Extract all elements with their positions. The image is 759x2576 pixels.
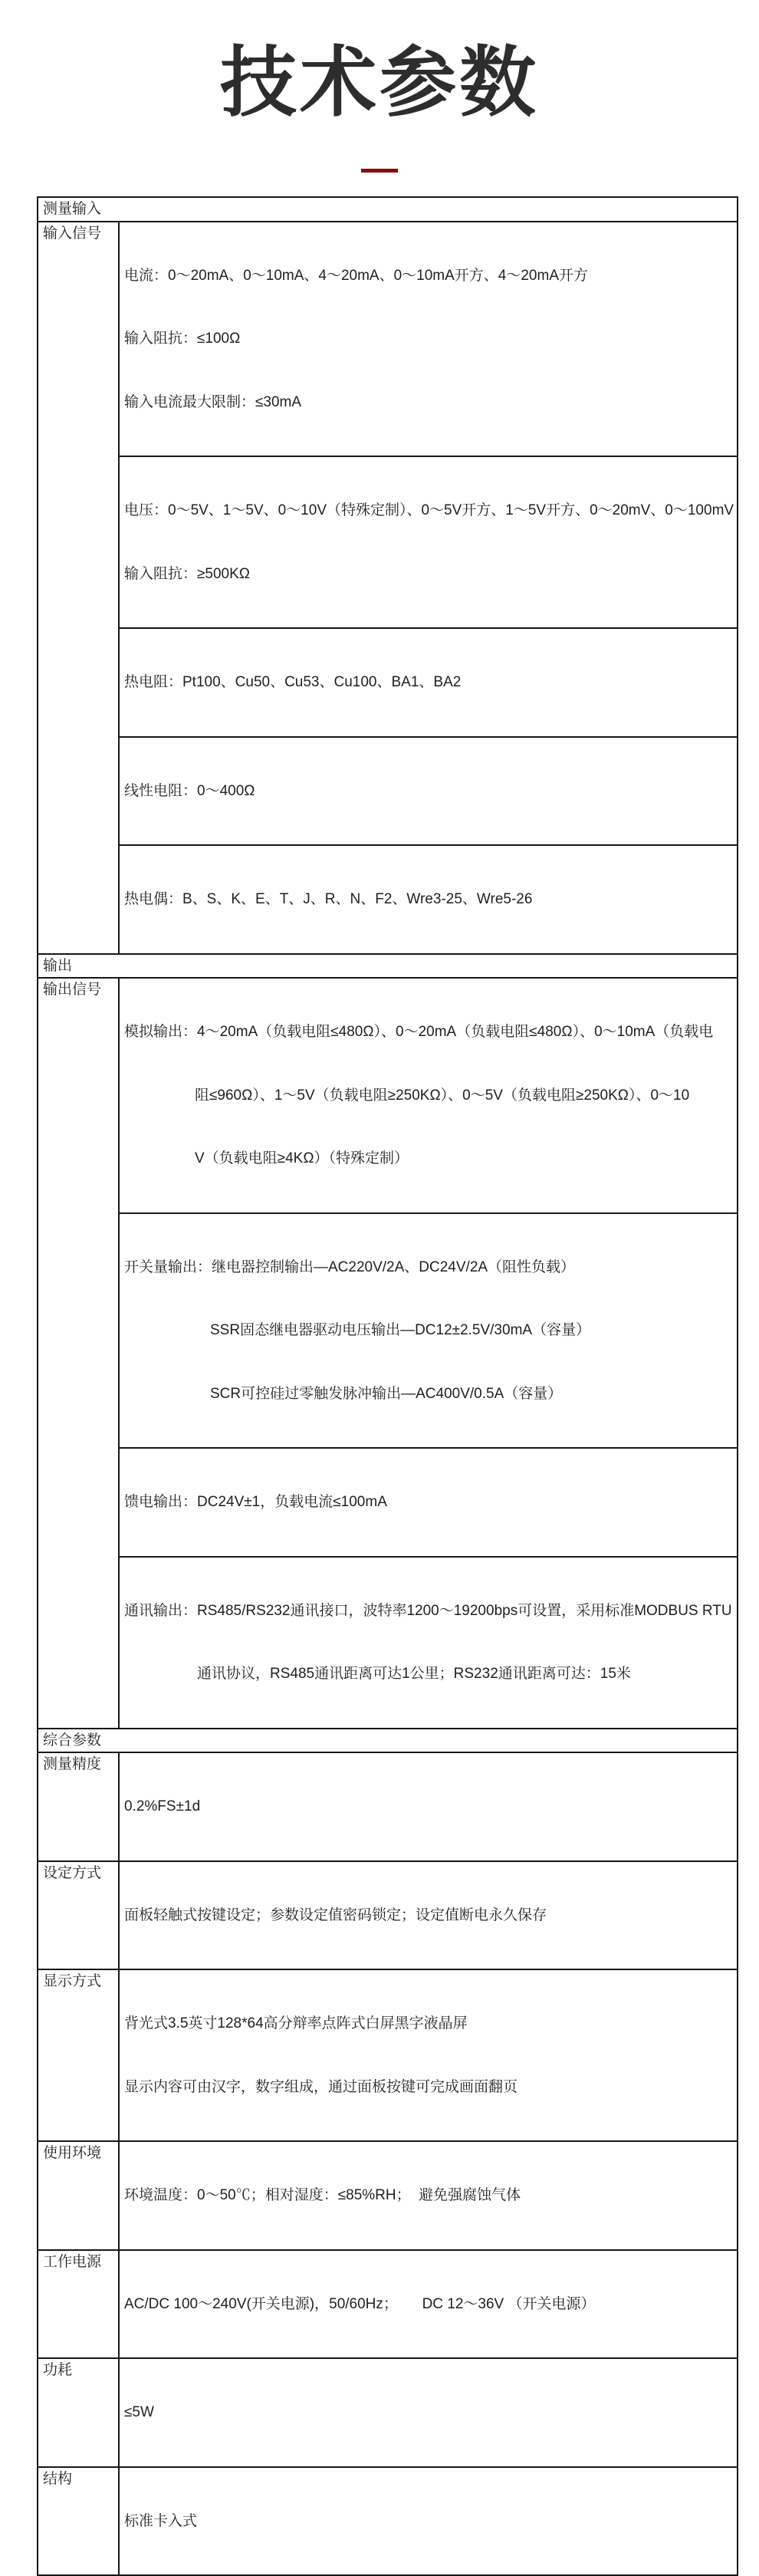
table-row-input-linear-resistance [38,737,738,846]
table-row-output-feed [38,1448,738,1557]
table-row-setting [38,1861,738,1970]
table-row-input-rtd [38,628,738,737]
spec-line: 通讯输出：RS485/RS232通讯接口，波特率1200～19200bps可设置，采用标准MODBUS RTU [124,1602,732,1619]
spec-line: 通讯协议，RS485通讯距离可达1公里；RS232通讯距离可达：15米 [197,1666,631,1682]
cell-input-current [119,222,738,457]
spec-line: AC/DC 100～240V(开关电源)，50/60Hz； DC 12～36V （开关电源） [124,2295,596,2312]
spec-line: 馈电输出：DC24V±1，负载电流≤100mA [124,1494,387,1510]
spec-line: SSR固态继电器驱动电压输出—DC12±2.5V/30mA（容量） [210,1322,591,1338]
spec-line: 输入阻抗：≥500KΩ [124,565,251,582]
table-row-output-analog [38,978,738,1213]
table-row-power-supply [38,2250,738,2359]
cell-input-voltage [119,456,738,628]
spec-line: SCR可控硅过零触发脉冲输出—AC400V/0.5A（容量） [210,1385,563,1402]
spec-line: 标准卡入式 [124,2512,198,2529]
table-row-power-consumption [38,2358,738,2467]
table-row-input-thermocouple [38,845,738,954]
cell-input-linear-resistance [119,737,738,846]
row-label-power-supply: 工作电源 [38,2250,119,2359]
spec-line: 输入电流最大限制：≤30mA [124,393,302,410]
spec-line: 热电偶：B、S、K、E、T、J、R、N、F2、Wre3-25、Wre5-26 [124,891,533,907]
row-label-setting: 设定方式 [38,1861,119,1970]
cell-output-feed [119,1448,738,1557]
row-label-structure: 结构 [38,2467,119,2576]
cell-power-supply [119,2250,738,2359]
section-row-output [38,954,738,979]
spec-line: ≤5W [124,2404,154,2420]
spec-line: 环境温度：0～50℃；相对湿度：≤85%RH； 避免强腐蚀气体 [124,2187,521,2203]
cell-accuracy [119,1752,738,1861]
spec-line: 电流：0～20mA、0～10mA、4～20mA、0～10mA开方、4～20mA开方 [124,267,589,284]
spec-line: 0.2%FS±1d [124,1798,201,1814]
spec-line: 背光式3.5英寸128*64高分辩率点阵式白屏黑字液晶屏 [124,2015,468,2032]
spec-line: 模拟输出：4～20mA（负载电阻≤480Ω）、0～20mA（负载电阻≤480Ω）、0～10mA（负载电 [124,1024,714,1040]
table-row-structure [38,2467,738,2576]
section-row-measure-input [38,197,738,222]
table-row-input-voltage [38,456,738,628]
cell-power-consumption [119,2358,738,2467]
spec-line: 线性电阻：0～400Ω [124,782,255,799]
spec-line: 阻≤960Ω）、1～5V（负载电阻≥250KΩ）、0～5V（负载电阻≥250KΩ）、0～10 [195,1087,690,1104]
spec-line: 电压：0～5V、1～5V、0～10V（特殊定制）、0～5V开方、1～5V开方、0～20mV、0～100mV [124,502,734,518]
spec-line: 面板轻触式按键设定；参数设定值密码锁定；设定值断电永久保存 [124,1907,547,1923]
row-label-power-consumption: 功耗 [38,2358,119,2467]
table-row-output-comm [38,1557,738,1729]
spec-line: 显示内容可由汉字，数字组成，通过面板按键可完成画面翻页 [124,2078,518,2095]
red-divider [361,169,398,173]
table-row-output-switch [38,1213,738,1449]
cell-input-rtd [119,628,738,737]
section-header-general: 综合参数 [38,1729,738,1753]
row-label-input-signal: 输入信号 [38,222,119,954]
table-row-environment [38,2141,738,2250]
cell-output-comm [119,1557,738,1729]
spec-line: 开关量输出：继电器控制输出—AC220V/2A、DC24V/2A（阻性负载） [124,1258,576,1275]
cell-display [119,1969,738,2141]
spec-line: 热电阻：Pt100、Cu50、Cu53、Cu100、BA1、BA2 [124,674,462,690]
row-label-display: 显示方式 [38,1969,119,2141]
cell-structure [119,2467,738,2576]
section-row-general [38,1729,738,1753]
table-row-input-current [38,222,738,457]
spec-line: 输入阻抗：≤100Ω [124,331,241,347]
row-label-environment: 使用环境 [38,2141,119,2250]
spec-line: V（负载电阻≥4KΩ）（特殊定制） [195,1150,409,1166]
page-title: 技术参数 [220,40,539,126]
section-header-measure-input: 测量输入 [38,197,738,222]
cell-environment [119,2141,738,2250]
table-row-accuracy [38,1752,738,1861]
cell-setting [119,1861,738,1970]
spec-table [37,196,738,2576]
cell-input-thermocouple [119,845,738,954]
row-label-output-signal: 输出信号 [38,978,119,1729]
cell-output-analog [119,978,738,1213]
cell-output-switch [119,1213,738,1449]
section-header-output: 输出 [38,954,738,979]
row-label-accuracy: 测量精度 [38,1752,119,1861]
table-row-display [38,1969,738,2141]
